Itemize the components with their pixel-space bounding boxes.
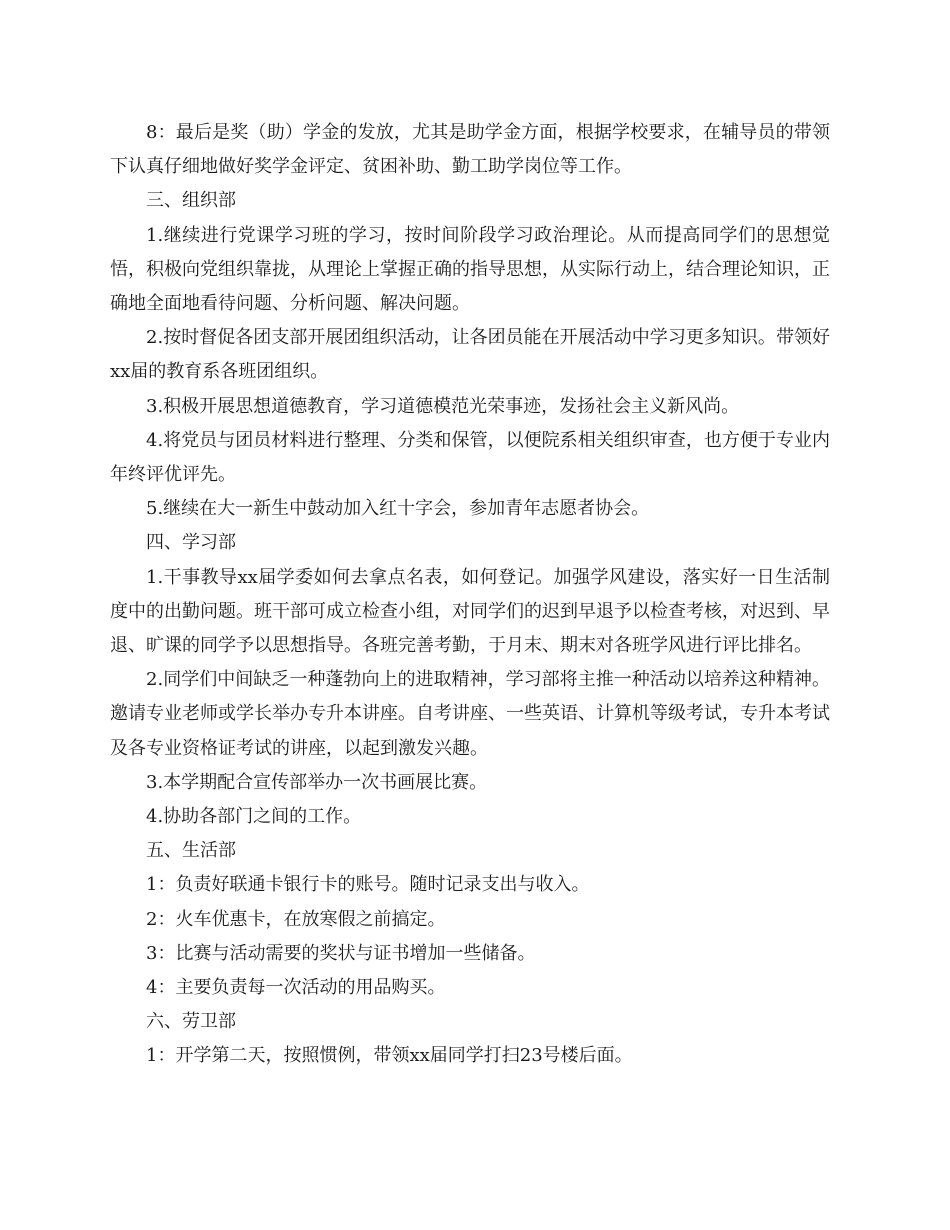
document-page <box>110 116 830 1074</box>
paragraph-org-4: 4.将党员与团员材料进行整理、分类和保管，以便院系相关组织审查，也方便于专业内年终评优评先。 <box>110 429 830 486</box>
paragraph-study-3: 3.本学期配合宣传部举办一次书画展比赛。 <box>146 771 488 793</box>
section-heading-organization: 三、组织部 <box>146 190 236 212</box>
paragraph-org-3: 3.积极开展思想道德教育，学习道德模范光荣事迹，发扬社会主义新风尚。 <box>146 395 740 417</box>
paragraph-life-1: 1：负责好联通卡银行卡的账号。随时记录支出与收入。 <box>146 874 590 896</box>
section-heading-study: 四、学习部 <box>146 532 236 554</box>
section-heading-labor: 六、劳卫部 <box>146 1011 236 1033</box>
paragraph-study-2: 2.同学们中间缺乏一种蓬勃向上的进取精神，学习部将主推一种活动以培养这种精神。邀请专业老师或学长举办专升本讲座。自考讲座、一些英语、计算机等级考试，专升本考试及各专业资格证考试的讲座，以起到激发兴趣。 <box>110 669 830 759</box>
paragraph-life-2: 2：火车优惠卡，在放寒假之前搞定。 <box>146 908 446 930</box>
paragraph-study-1: 1.干事教导xx届学委如何去拿点名表，如何登记。加强学风建设，落实好一日生活制度中的出勤问题。班干部可成立检查小组，对同学们的迟到早退予以检查考核，对迟到、早退、旷课的同学予以思想指导。各班完善考勤，于月末、期末对各班学风进行评比排名。 <box>110 566 830 657</box>
paragraph-life-4: 4：主要负责每一次活动的用品购买。 <box>146 977 446 999</box>
paragraph-org-1: 1.继续进行党课学习班的学习，按时间阶段学习政治理论。从而提高同学们的思想觉悟，积极向党组织靠拢，从理论上掌握正确的指导思想，从实际行动上，结合理论知识，正确地全面地看待问题、分析问题、解决问题。 <box>110 224 830 315</box>
paragraph-life-3: 3：比赛与活动需要的奖状与证书增加一些储备。 <box>146 942 536 964</box>
paragraph-study-4: 4.协助各部门之间的工作。 <box>146 806 362 828</box>
paragraph-scholarship: 8：最后是奖（助）学金的发放，尤其是助学金方面，根据学校要求，在辅导员的带领下认真仔细地做好奖学金评定、贫困补助、勤工助学岗位等工作。 <box>110 122 830 178</box>
section-heading-life: 五、生活部 <box>146 840 236 862</box>
paragraph-labor-1: 1：开学第二天，按照惯例，带领xx届同学打扫23号楼后面。 <box>146 1045 633 1067</box>
paragraph-org-5: 5.继续在大一新生中鼓动加入红十字会，参加青年志愿者协会。 <box>146 498 650 520</box>
paragraph-org-2: 2.按时督促各团支部开展团组织活动，让各团员能在开展活动中学习更多知识。带领好xx届的教育系各班团组织。 <box>110 327 830 383</box>
